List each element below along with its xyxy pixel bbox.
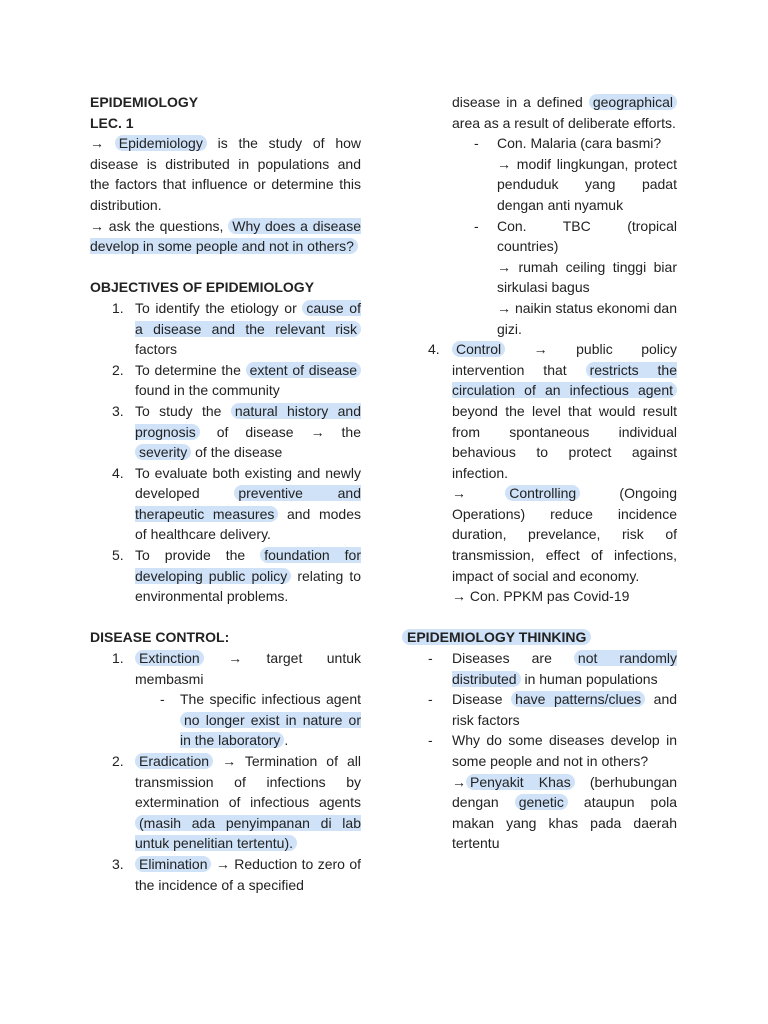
elimination-continued: disease in a defined geographical area as a result of deliberate efforts. — [452, 94, 676, 131]
objective-item: 4. To evaluate both existing and newly developed preventive and therapeutic measures and modes of healthcare delivery. — [112, 464, 362, 543]
thinking-heading-wrap — [407, 627, 677, 648]
example-tbc: - Con. TBC (tropical countries) — [474, 217, 677, 255]
control-item-control: 4. Control → public policy intervention that restricts the circulation of an infectious agent beyond the level that would result from spontaneous individual behavious to protect against infection. — [428, 341, 678, 481]
objectives-heading: OBJECTIVES OF EPIDEMIOLOGY — [90, 279, 315, 296]
left-column — [90, 92, 361, 895]
highlight-question: Why does a disease develop in some people and not in others? — [90, 217, 361, 255]
objective-item: 5. To provide the foundation for developing public policy relating to environmental problems. — [112, 547, 362, 605]
right-column — [407, 92, 678, 854]
ppkm-note: → Con. PPKM pas Covid-19 — [452, 588, 630, 605]
example-malaria: - Con. Malaria (cara basmi? — [474, 135, 662, 152]
control-item-eradication: 2. Eradication → Termination of all transmission of infections by extermination of infectious agents (masih ada penyimpanan di lab untuk penelitian tertentu). — [112, 753, 362, 852]
tbc-note-1: → rumah ceiling tinggi biar sirkulasi bagus — [497, 258, 677, 296]
disease-control-heading: DISEASE CONTROL: — [90, 629, 230, 646]
extinction-subitem: - The specific infectious agent no longer exist in nature or in the laboratory . — [160, 691, 361, 749]
objective-item: 2. To determine the extent of disease found in the community — [90, 360, 361, 401]
control-item-elimination: 3. Elimination → Reduction to zero of the incidence of a specified — [112, 855, 362, 893]
penyakit-khas-note: → Penyakit Khas (berhubungan dengan genetic ataupun pola makan yang khas pada daerah tertentu — [452, 773, 678, 852]
doc-title: EPIDEMIOLOGY — [90, 94, 199, 110]
thinking-item: - Disease have patterns/clues and risk factors — [428, 691, 678, 728]
malaria-note: → modif lingkungan, protect penduduk yang padat dengan anti nyamuk — [497, 155, 677, 213]
thinking-heading: EPIDEMIOLOGY THINKING — [402, 629, 591, 645]
objective-item: 1. To identify the etiology or cause of a disease and the relevant risk factors — [112, 299, 361, 358]
controlling-note: → Controlling (Ongoing Operations) reduce incidence duration, prevelance, risk of transmission, effect of infections, impact of social and economy. — [452, 485, 677, 584]
objective-item: 3. To study the natural history and prognosis of disease → the severity of the disease — [112, 402, 362, 461]
thinking-item: - Why do some diseases develop in some people and not in others? — [428, 732, 677, 769]
thinking-item: - Diseases are not randomly distributed in human populations — [428, 650, 677, 687]
tbc-note-2: → naikin status ekonomi dan gizi. — [497, 299, 677, 337]
lecture-number: LEC. 1 — [90, 114, 134, 131]
definition-paragraph: → Epidemiology is the study of how disease is distributed in populations and the factors that influence or determine this distribution. — [90, 135, 362, 213]
ask-paragraph: → ask the questions, Why does a disease develop in some people and not in others? — [90, 217, 361, 255]
highlight-epidemiology: Epidemiology — [115, 135, 207, 151]
control-item-extinction: 1. Extinction → target untuk membasmi — [112, 650, 362, 687]
